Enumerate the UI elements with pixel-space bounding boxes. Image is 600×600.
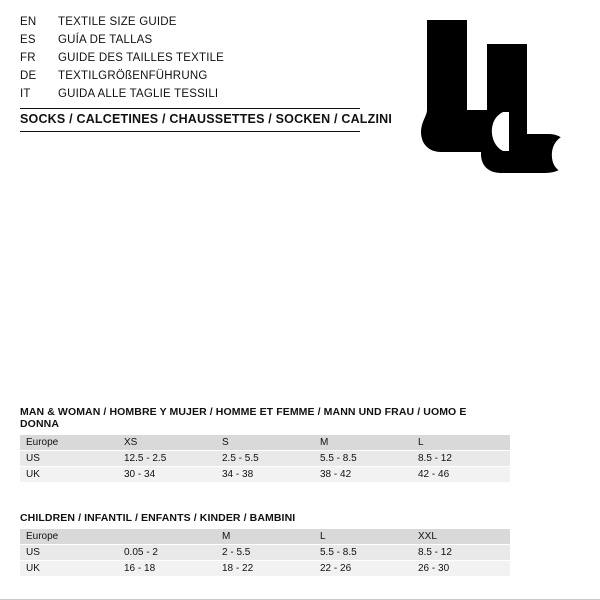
table-cell: 16 - 18 [118,561,216,577]
table-row [20,561,510,577]
language-row [20,16,360,34]
table-header-cell: Europe [20,529,118,545]
table-cell: US [20,451,118,467]
table-header-cell: Europe [20,435,118,451]
table-cell: 42 - 46 [412,467,510,483]
table-cell: 12.5 - 2.5 [118,451,216,467]
table-header-cell [118,529,216,545]
language-row [20,88,360,106]
language-row [20,70,360,88]
table-cell: UK [20,467,118,483]
table-cell: 22 - 26 [314,561,412,577]
table-cell: 5.5 - 8.5 [314,545,412,561]
language-code: DE [20,70,37,82]
language-row [20,52,360,70]
table-header-cell: S [216,435,314,451]
page-title: SOCKS / CALCETINES / CHAUSSETTES / SOCKEN / CALZINI [20,112,393,126]
language-code: ES [20,34,36,46]
table-cell: 30 - 34 [118,467,216,483]
title-divider-top [20,108,360,109]
table-cell: 2.5 - 5.5 [216,451,314,467]
children-table-title: CHILDREN / INFANTIL / ENFANTS / KINDER / BAMBINI [20,512,296,524]
adult-size-table [20,434,510,482]
table-header-row [20,435,510,451]
language-text: GUIDA ALLE TAGLIE TESSILI [58,88,219,100]
table-header-cell: XXL [412,529,510,545]
table-row [20,545,510,561]
language-code: FR [20,52,36,64]
table-header-cell: L [314,529,412,545]
table-cell: 34 - 38 [216,467,314,483]
table-cell: US [20,545,118,561]
table-cell: 8.5 - 12 [412,451,510,467]
table-cell: 0.05 - 2 [118,545,216,561]
language-list [20,16,360,106]
table-header-cell: M [314,435,412,451]
table-header-cell: L [412,435,510,451]
adult-table-title: MAN & WOMAN / HOMBRE Y MUJER / HOMME ET FEMME / MANN UND FRAU / UOMO E DONNA [20,406,467,430]
language-code: EN [20,16,37,28]
table-cell: 26 - 30 [412,561,510,577]
table-row [20,467,510,483]
language-row [20,34,360,52]
children-size-table [20,528,510,576]
table-cell: 2 - 5.5 [216,545,314,561]
table-cell: UK [20,561,118,577]
table-cell: 38 - 42 [314,467,412,483]
table-header-cell: XS [118,435,216,451]
language-code: IT [20,88,31,100]
language-text: TEXTILE SIZE GUIDE [58,16,177,28]
children-size-table-section [20,512,480,576]
table-cell: 18 - 22 [216,561,314,577]
socks-pair-icon [405,18,580,173]
language-text: GUÍA DE TALLAS [58,34,153,46]
table-header-cell: M [216,529,314,545]
table-header-row [20,529,510,545]
table-cell: 5.5 - 8.5 [314,451,412,467]
table-cell: 8.5 - 12 [412,545,510,561]
title-divider-bottom [20,131,360,132]
language-text: TEXTILGRÖßENFÜHRUNG [58,70,208,82]
adult-size-table-section [20,406,480,482]
language-text: GUIDE DES TAILLES TEXTILE [58,52,225,64]
table-row [20,451,510,467]
